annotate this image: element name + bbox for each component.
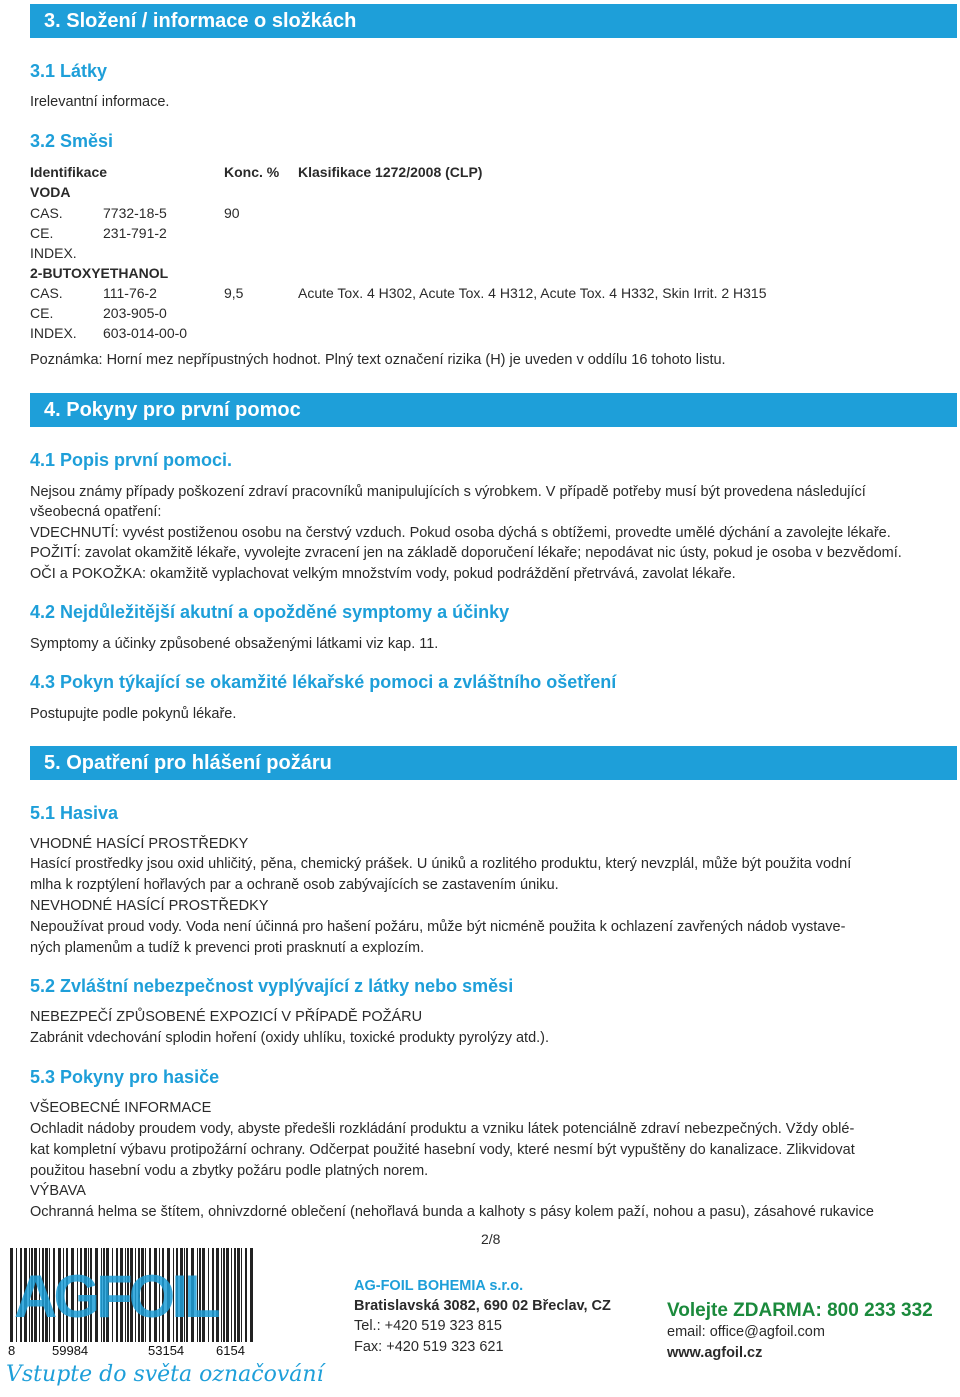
text-line: VŠEOBECNÉ INFORMACE — [30, 1100, 212, 1116]
text-line: použitou hasební vodu a zbytky požáru podle platných norem. — [30, 1163, 429, 1179]
agfoil-logo: AGFOIL — [14, 1263, 217, 1330]
text-line: Ochladit nádoby proudem vody, abyste předešli rozkládání produktu a vzniku látek potenciálně zdraví nebezpečných. Vždy oblé- — [30, 1121, 855, 1137]
heading-5-1: 5.1 Hasiva — [30, 803, 119, 823]
col-header-class: Klasifikace 1272/2008 (CLP) — [298, 164, 483, 180]
text-line: VHODNÉ HASÍCÍ PROSTŘEDKY — [30, 836, 249, 852]
text-line: Hasící prostředky jsou oxid uhličitý, pěna, chemický prášek. U úniků a rozlitého produktu, který nevzplál, může být použita vodní — [30, 856, 852, 872]
index-number: 603-014-00-0 — [103, 325, 188, 341]
section-3-header: 3. Složení / informace o složkách — [30, 4, 957, 38]
note: Poznámka: Horní mez nepřípustných hodnot. Plný text označení rizika (H) je uveden v oddílu 16 tohoto listu. — [30, 352, 726, 368]
heading-4-1: 4.1 Popis první pomoci. — [30, 450, 233, 470]
col-header-conc: Konc. % — [224, 164, 280, 180]
col-header-id: Identifikace — [30, 164, 108, 180]
text-line: POŽITÍ: zavolat okamžitě lékaře, vyvolejte zvracení jen na základě doporučení lékaře; nepodávat nic ústy, pokud je osoba v bezvědomí. — [30, 545, 902, 561]
text-line: VÝBAVA — [30, 1183, 86, 1199]
barcode-digit: 59984 — [52, 1343, 89, 1358]
text-line: všeobecná opatření: — [30, 504, 162, 520]
ce-number: 203-905-0 — [103, 305, 167, 321]
text-line: Zabránit vdechování splodin hoření (oxidy uhlíku, toxické produkty pyrolýzy atd.). — [30, 1030, 550, 1046]
text-3-1: Irelevantní informace. — [30, 94, 170, 110]
text-line: Ochranná helma se štítem, ohnivzdorné oblečení (nehořlavá bunda a kalhoty s pásy kolem paží, nohou a pasu), zásahové rukavice — [30, 1204, 874, 1220]
slogan: Vstupte do světa označování — [6, 1362, 324, 1387]
section-5-header: 5. Opatření pro hlášení požáru — [30, 746, 957, 780]
index-label: INDEX. — [30, 325, 77, 341]
page-number: 2/8 — [481, 1231, 501, 1247]
text-line: NEVHODNÉ HASÍCÍ PROSTŘEDKY — [30, 898, 269, 914]
cas-label: CAS. — [30, 205, 63, 221]
company-tel: Tel.: +420 519 323 815 — [354, 1318, 502, 1334]
substance-name: VODA — [30, 184, 71, 200]
free-call: Volejte ZDARMA: 800 233 332 — [667, 1300, 933, 1321]
barcode-digit: 53154 — [148, 1343, 185, 1358]
barcode-digit: 8 — [8, 1343, 16, 1358]
cas-label: CAS. — [30, 285, 63, 301]
substance-name: 2-BUTOXYETHANOL — [30, 265, 169, 281]
heading-4-3: 4.3 Pokyn týkající se okamžité lékařské pomoci a zvláštního ošetření — [30, 672, 617, 692]
classification: Acute Tox. 4 H302, Acute Tox. 4 H312, Acute Tox. 4 H332, Skin Irrit. 2 H315 — [298, 285, 767, 301]
barcode-digit: 6154 — [216, 1343, 245, 1358]
text-line: Nejsou známy případy poškození zdraví pracovníků manipulujících s výrobkem. V případě potřeby musí být provedena následující — [30, 484, 866, 500]
email-link[interactable]: email: office@agfoil.com — [667, 1324, 825, 1340]
concentration: 90 — [224, 205, 240, 221]
text-4-3: Postupujte podle pokynů lékaře. — [30, 706, 237, 722]
text-line: ných plamenům a tudíž k prevenci proti prasknutí a explozím. — [30, 940, 425, 956]
concentration: 9,5 — [224, 285, 244, 301]
ce-label: CE. — [30, 305, 54, 321]
heading-3-2: 3.2 Směsi — [30, 131, 114, 151]
text-line: NEBEZPEČÍ ZPŮSOBENÉ EXPOZICÍ V PŘÍPADĚ POŽÁRU — [30, 1009, 423, 1025]
web-link[interactable]: www.agfoil.cz — [667, 1345, 763, 1361]
company-name: AG-FOIL BOHEMIA s.r.o. — [354, 1278, 524, 1294]
heading-4-2: 4.2 Nejdůležitější akutní a opožděné symptomy a účinky — [30, 602, 510, 622]
ce-label: CE. — [30, 225, 54, 241]
company-fax: Fax: +420 519 323 621 — [354, 1339, 504, 1355]
text-line: OČI a POKOŽKA: okamžitě vyplachovat velkým množstvím vody, pokud podráždění přetrvává, zavolat lékaře. — [30, 566, 736, 582]
text-line: VDECHNUTÍ: vyvést postiženou osobu na čerstvý vzduch. Pokud osoba dýchá s obtížemi, provedte umělé dýchání a zavolejte lékaře. — [30, 525, 891, 541]
company-address: Bratislavská 3082, 690 02 Břeclav, CZ — [354, 1298, 611, 1314]
text-line: Nepoužívat proud vody. Voda není účinná pro hašení požáru, může být nicméně použita k ochlazení zavřených nádob vystave- — [30, 919, 846, 935]
ce-number: 231-791-2 — [103, 225, 167, 241]
heading-5-2: 5.2 Zvláštní nebezpečnost vyplývající z látky nebo směsi — [30, 976, 514, 996]
text-line: kat kompletní výbavu protipožární ochrany. Odčerpat použité hasební vody, které nesmí být vypuštěny do kanalizace. Zlikvidovat — [30, 1142, 855, 1158]
section-4-header: 4. Pokyny pro první pomoc — [30, 393, 957, 427]
text-4-2: Symptomy a účinky způsobené obsaženými látkami viz kap. 11. — [30, 636, 439, 652]
heading-5-3: 5.3 Pokyny pro hasiče — [30, 1067, 220, 1087]
heading-3-1: 3.1 Látky — [30, 61, 108, 81]
index-label: INDEX. — [30, 245, 77, 261]
text-line: mlha k rozptýlení hořlavých par a ochraně osob zabývajících se zastavením úniku. — [30, 877, 559, 893]
barcode-logo — [8, 1248, 258, 1360]
cas-number: 7732-18-5 — [103, 205, 167, 221]
cas-number: 111-76-2 — [103, 285, 157, 301]
